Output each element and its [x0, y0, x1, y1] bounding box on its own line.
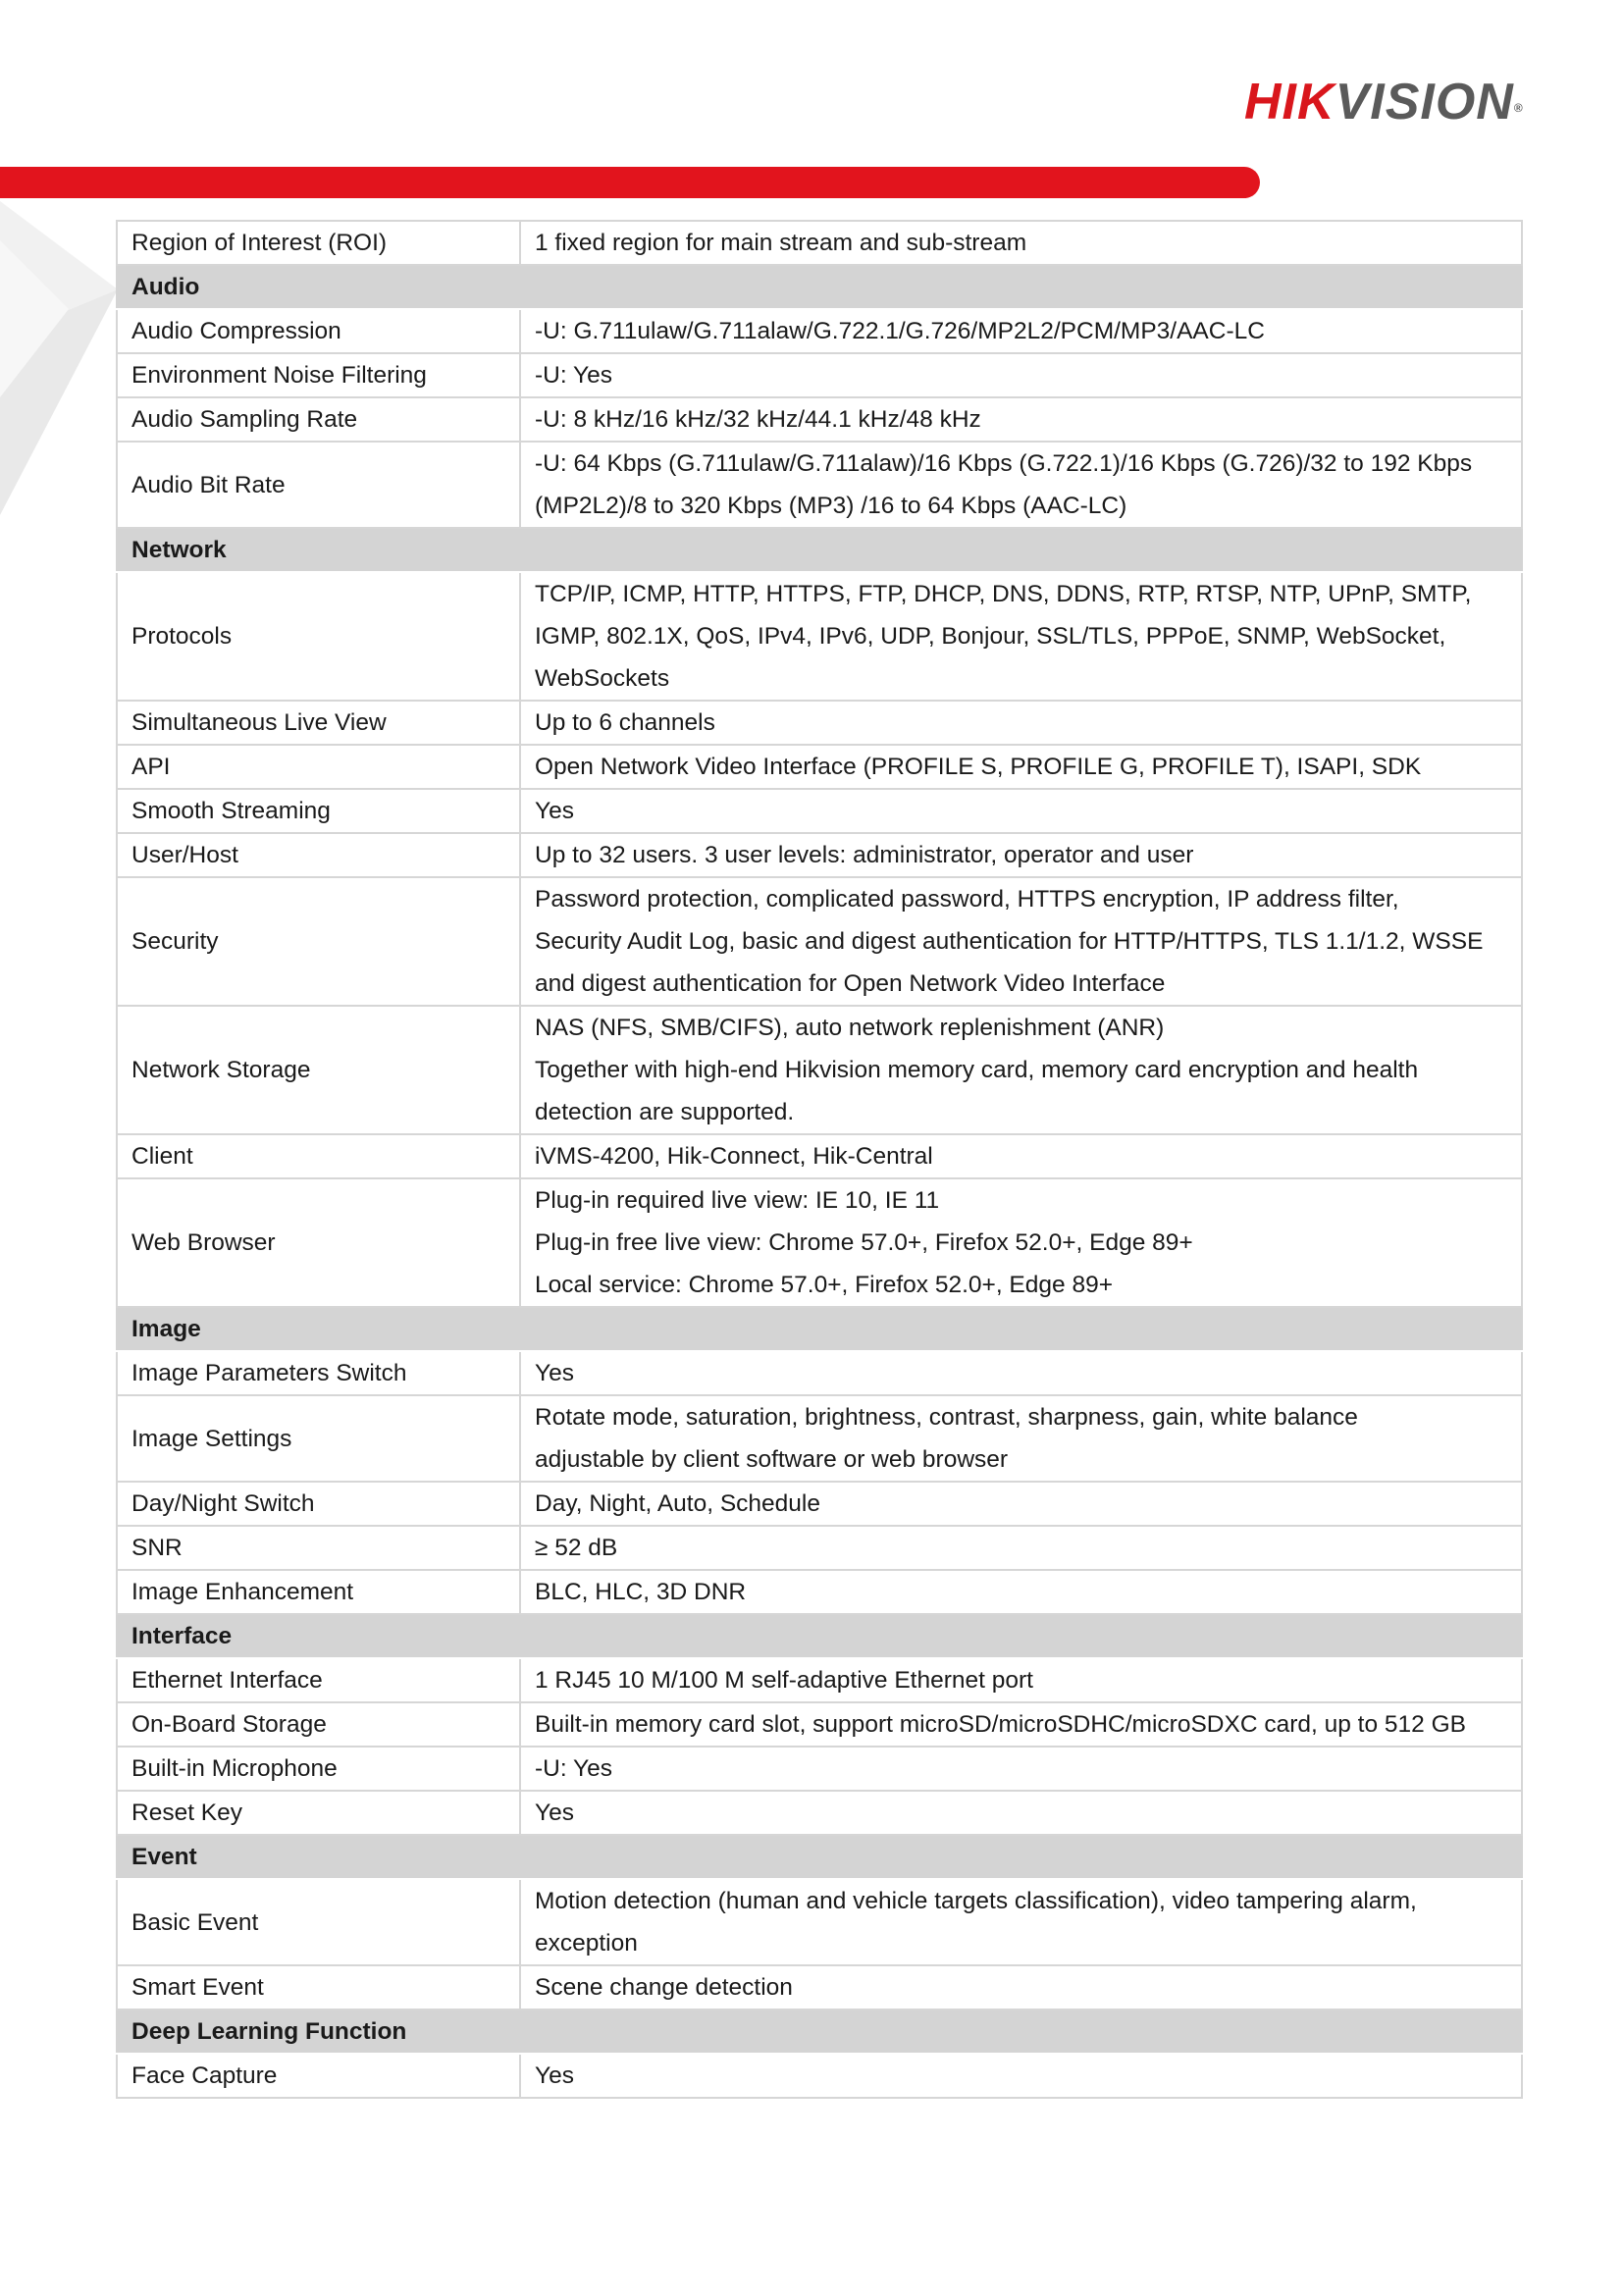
spec-row [117, 1702, 1522, 1747]
spec-value [520, 1482, 1522, 1526]
spec-value-line: Built-in memory card slot, support microSD/microSDHC/microSDXC card, up to 512 GB [535, 1711, 1466, 1738]
spec-value [520, 2054, 1522, 2098]
spec-label: Protocols [117, 572, 520, 701]
spec-row [117, 833, 1522, 877]
spec-label: Smooth Streaming [117, 789, 520, 833]
spec-value-line: 1 fixed region for main stream and sub-stream [535, 230, 1027, 256]
spec-value-line: -U: 8 kHz/16 kHz/32 kHz/44.1 kHz/48 kHz [535, 406, 981, 433]
spec-value [520, 397, 1522, 442]
spec-value [520, 833, 1522, 877]
spec-label: On-Board Storage [117, 1702, 520, 1747]
spec-value-line: Yes [535, 1360, 574, 1386]
spec-value [520, 1526, 1522, 1570]
spec-value-line: and digest authentication for Open Network Video Interface [535, 970, 1166, 997]
spec-value [520, 1178, 1522, 1307]
spec-label: Image Settings [117, 1395, 520, 1482]
spec-value [520, 353, 1522, 397]
spec-row [117, 1965, 1522, 2009]
spec-label: Client [117, 1134, 520, 1178]
section-header-row [117, 2009, 1522, 2054]
spec-value-line: WebSockets [535, 665, 670, 692]
spec-label: Web Browser [117, 1178, 520, 1307]
spec-label: Smart Event [117, 1965, 520, 2009]
spec-value [520, 1395, 1522, 1482]
spec-value [520, 1006, 1522, 1134]
spec-value-line: Yes [535, 798, 574, 824]
spec-row [117, 1006, 1522, 1134]
spec-value-line: Plug-in free live view: Chrome 57.0+, Firefox 52.0+, Edge 89+ [535, 1229, 1193, 1256]
spec-value [520, 1747, 1522, 1791]
spec-label: Image Enhancement [117, 1570, 520, 1614]
section-header-fill [520, 1307, 1522, 1351]
spec-row [117, 221, 1522, 265]
spec-label: Basic Event [117, 1879, 520, 1965]
spec-row [117, 442, 1522, 528]
section-header-fill [520, 1835, 1522, 1879]
spec-value-line: Yes [535, 2062, 574, 2089]
spec-value-line: -U: 64 Kbps (G.711ulaw/G.711alaw)/16 Kbps (G.722.1)/16 Kbps (G.726)/32 to 192 Kbps [535, 450, 1473, 477]
specification-table [116, 220, 1523, 2099]
spec-value-line: detection are supported. [535, 1099, 795, 1125]
spec-row [117, 397, 1522, 442]
spec-value-line: Local service: Chrome 57.0+, Firefox 52.0+, Edge 89+ [535, 1272, 1114, 1298]
spec-label: Audio Compression [117, 309, 520, 353]
spec-value-line: TCP/IP, ICMP, HTTP, HTTPS, FTP, DHCP, DNS, DDNS, RTP, RTSP, NTP, UPnP, SMTP, [535, 581, 1472, 607]
spec-row [117, 1791, 1522, 1835]
spec-value [520, 1879, 1522, 1965]
spec-label: Audio Bit Rate [117, 442, 520, 528]
spec-value [520, 1702, 1522, 1747]
section-header-row [117, 528, 1522, 572]
spec-label: API [117, 745, 520, 789]
section-title: Interface [117, 1614, 520, 1658]
spec-value-line: Rotate mode, saturation, brightness, contrast, sharpness, gain, white balance [535, 1404, 1358, 1431]
spec-value-line: NAS (NFS, SMB/CIFS), auto network replenishment (ANR) [535, 1015, 1165, 1041]
header-red-bar [0, 167, 1260, 198]
spec-row [117, 1747, 1522, 1791]
spec-label: Simultaneous Live View [117, 701, 520, 745]
logo-text-gray: VISION [1335, 74, 1514, 130]
spec-row [117, 1178, 1522, 1307]
spec-value-line: iVMS-4200, Hik-Connect, Hik-Central [535, 1143, 933, 1170]
spec-value-line: 1 RJ45 10 M/100 M self-adaptive Ethernet port [535, 1667, 1033, 1694]
spec-value-line: -U: Yes [535, 362, 612, 389]
spec-value-line: -U: G.711ulaw/G.711alaw/G.722.1/G.726/MP2L2/PCM/MP3/AAC-LC [535, 318, 1265, 344]
spec-value-line: adjustable by client software or web browser [535, 1446, 1009, 1473]
spec-row [117, 1879, 1522, 1965]
spec-label: Reset Key [117, 1791, 520, 1835]
spec-row [117, 789, 1522, 833]
logo-text-red: HIK [1244, 74, 1335, 130]
spec-value [520, 442, 1522, 528]
spec-label: Face Capture [117, 2054, 520, 2098]
spec-row [117, 1658, 1522, 1702]
spec-value-line: Password protection, complicated password, HTTPS encryption, IP address filter, [535, 886, 1399, 913]
spec-value [520, 1658, 1522, 1702]
spec-label: User/Host [117, 833, 520, 877]
spec-row [117, 1482, 1522, 1526]
spec-row [117, 2054, 1522, 2098]
spec-label: Network Storage [117, 1006, 520, 1134]
spec-row [117, 701, 1522, 745]
spec-value-line: Scene change detection [535, 1974, 793, 2001]
spec-label: Image Parameters Switch [117, 1351, 520, 1395]
section-title: Event [117, 1835, 520, 1879]
registered-mark: ® [1513, 101, 1524, 115]
spec-value-line: Together with high-end Hikvision memory card, memory card encryption and health [535, 1057, 1419, 1083]
spec-value [520, 1570, 1522, 1614]
spec-label: Security [117, 877, 520, 1006]
spec-label: Region of Interest (ROI) [117, 221, 520, 265]
section-header-row [117, 1835, 1522, 1879]
spec-row [117, 1526, 1522, 1570]
spec-row [117, 1351, 1522, 1395]
spec-label: Environment Noise Filtering [117, 353, 520, 397]
spec-label: Ethernet Interface [117, 1658, 520, 1702]
spec-value [520, 1791, 1522, 1835]
spec-value-line: Up to 6 channels [535, 709, 715, 736]
spec-value-line: -U: Yes [535, 1755, 612, 1782]
section-header-fill [520, 1614, 1522, 1658]
spec-row [117, 572, 1522, 701]
section-header-fill [520, 265, 1522, 309]
spec-row [117, 877, 1522, 1006]
section-header-row [117, 1614, 1522, 1658]
spec-value-line: Day, Night, Auto, Schedule [535, 1490, 820, 1517]
spec-label: Audio Sampling Rate [117, 397, 520, 442]
section-title: Deep Learning Function [117, 2009, 520, 2054]
spec-label: Built-in Microphone [117, 1747, 520, 1791]
spec-value-line: Plug-in required live view: IE 10, IE 11 [535, 1187, 940, 1214]
spec-value [520, 789, 1522, 833]
section-header-fill [520, 2009, 1522, 2054]
spec-value-line: (MP2L2)/8 to 320 Kbps (MP3) /16 to 64 Kbps (AAC-LC) [535, 493, 1127, 519]
spec-value-line: Open Network Video Interface (PROFILE S, PROFILE G, PROFILE T), ISAPI, SDK [535, 754, 1422, 780]
spec-row [117, 1395, 1522, 1482]
spec-value [520, 309, 1522, 353]
spec-row [117, 745, 1522, 789]
spec-row [117, 1134, 1522, 1178]
spec-value [520, 221, 1522, 265]
section-header-fill [520, 528, 1522, 572]
spec-value-line: Yes [535, 1800, 574, 1826]
spec-value [520, 1134, 1522, 1178]
spec-row [117, 1570, 1522, 1614]
section-title: Audio [117, 265, 520, 309]
spec-label: Day/Night Switch [117, 1482, 520, 1526]
spec-value [520, 1351, 1522, 1395]
spec-value-line: exception [535, 1930, 638, 1957]
section-header-row [117, 265, 1522, 309]
spec-row [117, 309, 1522, 353]
hikvision-logo [1244, 73, 1568, 131]
spec-value-line: BLC, HLC, 3D DNR [535, 1579, 747, 1605]
section-title: Image [117, 1307, 520, 1351]
spec-value [520, 701, 1522, 745]
section-header-row [117, 1307, 1522, 1351]
spec-value-line: Motion detection (human and vehicle targets classification), video tampering alarm, [535, 1888, 1417, 1914]
section-title: Network [117, 528, 520, 572]
spec-row [117, 353, 1522, 397]
spec-value [520, 745, 1522, 789]
spec-value-line: Security Audit Log, basic and digest authentication for HTTP/HTTPS, TLS 1.1/1.2, WSSE [535, 928, 1484, 955]
spec-value [520, 877, 1522, 1006]
spec-value [520, 1965, 1522, 2009]
spec-value-line: Up to 32 users. 3 user levels: administrator, operator and user [535, 842, 1194, 868]
spec-value-line: IGMP, 802.1X, QoS, IPv4, IPv6, UDP, Bonjour, SSL/TLS, PPPoE, SNMP, WebSocket, [535, 623, 1446, 650]
spec-value [520, 572, 1522, 701]
spec-value-line: ≥ 52 dB [535, 1535, 618, 1561]
spec-label: SNR [117, 1526, 520, 1570]
